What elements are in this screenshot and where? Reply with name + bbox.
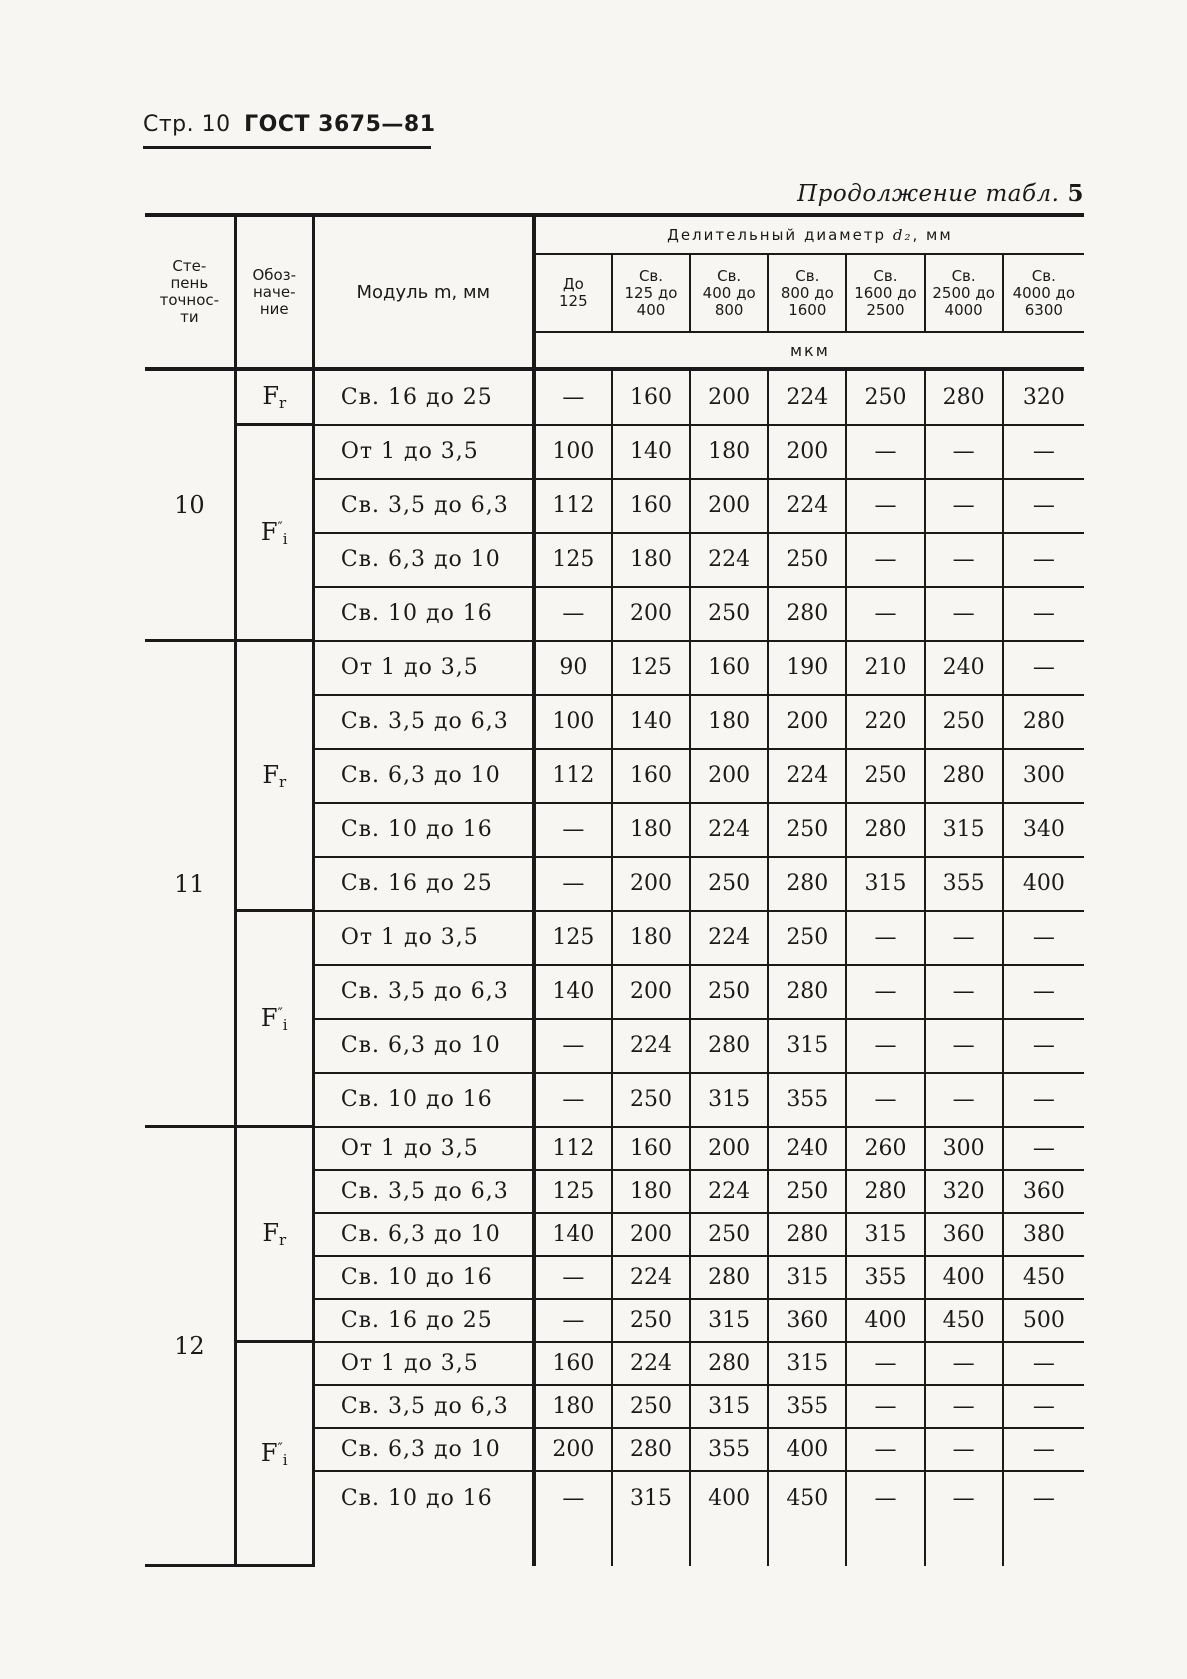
tolerance-value: —: [1003, 1385, 1084, 1428]
tolerance-value: 315: [846, 1213, 924, 1256]
tolerance-value: —: [925, 911, 1003, 965]
standard-number: ГОСТ 3675—81: [244, 112, 436, 137]
table-row: [145, 641, 1084, 695]
tolerance-value: 355: [690, 1428, 768, 1471]
tolerance-value: 160: [612, 369, 690, 425]
module-range: От 1 до 3,5: [313, 911, 533, 965]
tolerance-value: 200: [690, 749, 768, 803]
tolerance-value: 125: [534, 1170, 612, 1213]
tolerance-value: —: [846, 1019, 924, 1073]
table-header: [145, 215, 1084, 369]
module-range: От 1 до 3,5: [313, 641, 533, 695]
tolerance-value: 250: [690, 857, 768, 911]
tolerance-value: 180: [612, 533, 690, 587]
tolerance-value: 355: [768, 1385, 846, 1428]
tolerance-value: —: [846, 1385, 924, 1428]
tolerance-value: 400: [768, 1428, 846, 1471]
tolerance-value: —: [925, 1471, 1003, 1566]
tolerance-value: 280: [690, 1256, 768, 1299]
tolerance-table: [145, 213, 1084, 1567]
header-diameter-column-text: До 125: [559, 275, 588, 310]
tolerance-value: 315: [768, 1019, 846, 1073]
module-range: Св. 10 до 16: [313, 587, 533, 641]
tolerance-value: 100: [534, 425, 612, 479]
tolerance-value: 100: [534, 695, 612, 749]
symbol-base: F: [262, 382, 279, 410]
symbol-base: F: [260, 1438, 278, 1467]
tolerance-value: 210: [846, 641, 924, 695]
module-range: Св. 6,3 до 10: [313, 1019, 533, 1073]
tolerance-value: 315: [690, 1385, 768, 1428]
tolerance-value: 500: [1003, 1299, 1084, 1342]
tolerance-value: —: [846, 533, 924, 587]
page-label: Стр. 10: [143, 112, 231, 137]
tolerance-value: 224: [612, 1019, 690, 1073]
tolerance-value: 160: [612, 479, 690, 533]
tolerance-value: 280: [846, 1170, 924, 1213]
symbol-base: F: [260, 1003, 278, 1032]
table-row: [145, 1127, 1084, 1170]
module-range: Св. 6,3 до 10: [313, 749, 533, 803]
header-unit: [534, 332, 1084, 369]
tolerance-value: 140: [534, 965, 612, 1019]
header-diameter-column: [534, 254, 612, 332]
module-range: Св. 10 до 16: [313, 1073, 533, 1127]
table-row: [145, 369, 1084, 425]
tolerance-value: —: [1003, 587, 1084, 641]
tolerance-value: —: [846, 587, 924, 641]
tolerance-value: 315: [846, 857, 924, 911]
header-unit-text: мкм: [789, 340, 830, 360]
symbol-superscript: ″: [277, 519, 283, 536]
tolerance-value: 200: [768, 425, 846, 479]
tolerance-value: 180: [612, 1170, 690, 1213]
accuracy-degree: 10: [145, 369, 235, 641]
tolerance-value: 280: [768, 1213, 846, 1256]
header-diameter-column-text: Св. 125 до 400: [624, 266, 678, 319]
module-range: От 1 до 3,5: [313, 1342, 533, 1385]
header-symbol: [235, 215, 313, 369]
tolerance-value: 200: [690, 479, 768, 533]
tolerance-value: —: [1003, 965, 1084, 1019]
module-range: Св. 16 до 25: [313, 369, 533, 425]
tolerance-value: 315: [690, 1299, 768, 1342]
module-range: Св. 3,5 до 6,3: [313, 1385, 533, 1428]
tolerance-value: 200: [690, 1127, 768, 1170]
tolerance-value: —: [534, 1073, 612, 1127]
tolerance-value: 280: [690, 1342, 768, 1385]
tolerance-value: 224: [690, 533, 768, 587]
tolerance-value: 250: [846, 369, 924, 425]
tolerance-value: 250: [690, 587, 768, 641]
header-module: [313, 215, 533, 369]
tolerance-value: 380: [1003, 1213, 1084, 1256]
tolerance-value: —: [846, 965, 924, 1019]
symbol-superscript: ″: [277, 1005, 283, 1022]
tolerance-value: 160: [612, 1127, 690, 1170]
tolerance-value: —: [534, 587, 612, 641]
tolerance-value: 160: [534, 1342, 612, 1385]
tolerance-value: 250: [690, 1213, 768, 1256]
tolerance-value: 224: [768, 749, 846, 803]
header-diameter-column-text: Св. 2500 до 4000: [932, 266, 995, 319]
parameter-symbol: [235, 1127, 313, 1342]
symbol-subscript: r: [278, 772, 287, 791]
tolerance-value: 360: [1003, 1170, 1084, 1213]
table-body: [145, 369, 1084, 1566]
header-diameter-column-text: Св. 4000 до 6300: [1012, 266, 1076, 319]
header-diameter-column: [846, 254, 924, 332]
tolerance-value: 112: [534, 479, 612, 533]
tolerance-value: —: [534, 1299, 612, 1342]
accuracy-degree: 11: [145, 641, 235, 1127]
tolerance-value: —: [846, 1073, 924, 1127]
tolerance-value: 360: [925, 1213, 1003, 1256]
tolerance-value: 200: [612, 965, 690, 1019]
tolerance-value: —: [925, 587, 1003, 641]
tolerance-value: 180: [690, 695, 768, 749]
header-symbol-text: Обоз- наче- ние: [252, 265, 297, 318]
tolerance-value: 250: [768, 803, 846, 857]
tolerance-value: 250: [768, 533, 846, 587]
symbol-superscript: ″: [277, 1440, 283, 1457]
tolerance-value: 250: [612, 1073, 690, 1127]
parameter-symbol: [235, 641, 313, 911]
tolerance-value: 224: [768, 479, 846, 533]
tolerance-value: 200: [612, 857, 690, 911]
tolerance-value: —: [846, 911, 924, 965]
tolerance-value: 315: [768, 1342, 846, 1385]
module-range: Св. 3,5 до 6,3: [313, 695, 533, 749]
tolerance-value: —: [1003, 1428, 1084, 1471]
tolerance-value: 112: [534, 1127, 612, 1170]
header-diameter-suffix: , мм: [912, 226, 953, 244]
tolerance-value: —: [846, 425, 924, 479]
tolerance-value: 250: [925, 695, 1003, 749]
tolerance-value: 112: [534, 749, 612, 803]
tolerance-value: —: [846, 1428, 924, 1471]
tolerance-value: 200: [768, 695, 846, 749]
symbol-base: F: [262, 1219, 279, 1247]
tolerance-value: 250: [768, 911, 846, 965]
table-number: 5: [1067, 180, 1084, 207]
header-diameter-column-text: Св. 400 до 800: [702, 266, 756, 319]
tolerance-value: 180: [612, 911, 690, 965]
tolerance-value: —: [534, 1256, 612, 1299]
tolerance-value: —: [925, 479, 1003, 533]
header-diameter-column-text: Св. 1600 до 2500: [854, 266, 917, 319]
tolerance-value: —: [534, 1471, 612, 1566]
tolerance-value: 125: [612, 641, 690, 695]
tolerance-value: —: [1003, 1342, 1084, 1385]
tolerance-value: 280: [846, 803, 924, 857]
symbol-subscript: r: [278, 1231, 287, 1249]
tolerance-value: 450: [1003, 1256, 1084, 1299]
tolerance-value: —: [925, 1385, 1003, 1428]
tolerance-value: —: [925, 425, 1003, 479]
tolerance-value: —: [1003, 1073, 1084, 1127]
tolerance-value: 180: [534, 1385, 612, 1428]
module-range: Св. 10 до 16: [313, 1256, 533, 1299]
continuation-label: Продолжение табл.: [797, 181, 1060, 207]
tolerance-value: 250: [846, 749, 924, 803]
tolerance-value: —: [925, 533, 1003, 587]
tolerance-value: —: [925, 1342, 1003, 1385]
header-diameter-prefix: Делительный диаметр: [667, 226, 893, 244]
tolerance-value: —: [925, 1019, 1003, 1073]
header-diameter-column: [690, 254, 768, 332]
module-range: От 1 до 3,5: [313, 1127, 533, 1170]
module-range: Св. 10 до 16: [313, 803, 533, 857]
tolerance-value: 224: [690, 911, 768, 965]
tolerance-value: 180: [612, 803, 690, 857]
tolerance-value: 224: [612, 1342, 690, 1385]
tolerance-value: 250: [612, 1299, 690, 1342]
tolerance-value: 280: [690, 1019, 768, 1073]
header-diameter-var: d₂: [892, 226, 913, 244]
module-range: Св. 3,5 до 6,3: [313, 1170, 533, 1213]
header-degree: [145, 215, 235, 369]
tolerance-value: 250: [768, 1170, 846, 1213]
page-header: [143, 112, 436, 137]
tolerance-value: 190: [768, 641, 846, 695]
parameter-symbol: [235, 425, 313, 641]
tolerance-value: 200: [690, 369, 768, 425]
tolerance-value: 280: [768, 857, 846, 911]
module-range: Св. 16 до 25: [313, 857, 533, 911]
tolerance-value: —: [925, 1073, 1003, 1127]
tolerance-value: 125: [534, 911, 612, 965]
parameter-symbol: [235, 369, 313, 425]
symbol-base: F: [262, 760, 279, 789]
module-range: Св. 6,3 до 10: [313, 1428, 533, 1471]
header-diameter-column: [612, 254, 690, 332]
tolerance-value: 400: [690, 1471, 768, 1566]
tolerance-value: 400: [925, 1256, 1003, 1299]
tolerance-value: 360: [768, 1299, 846, 1342]
tolerance-value: —: [1003, 425, 1084, 479]
tolerance-value: 280: [612, 1428, 690, 1471]
tolerance-value: —: [534, 857, 612, 911]
header-degree-text: Сте- пень точнос- ти: [159, 257, 220, 326]
tolerance-value: 320: [925, 1170, 1003, 1213]
tolerance-value: 260: [846, 1127, 924, 1170]
tolerance-value: —: [1003, 533, 1084, 587]
tolerance-value: 315: [768, 1256, 846, 1299]
module-range: Св. 3,5 до 6,3: [313, 965, 533, 1019]
tolerance-value: 315: [925, 803, 1003, 857]
tolerance-value: 250: [612, 1385, 690, 1428]
tolerance-value: 450: [768, 1471, 846, 1566]
tolerance-value: 280: [768, 965, 846, 1019]
tolerance-value: 240: [925, 641, 1003, 695]
tolerance-value: 200: [612, 1213, 690, 1256]
tolerance-value: 125: [534, 533, 612, 587]
table-row: [145, 425, 1084, 479]
tolerance-value: —: [1003, 1019, 1084, 1073]
tolerance-value: 224: [768, 369, 846, 425]
tolerance-value: 200: [534, 1428, 612, 1471]
module-range: Св. 6,3 до 10: [313, 1213, 533, 1256]
tolerance-value: 355: [768, 1073, 846, 1127]
tolerance-value: 90: [534, 641, 612, 695]
tolerance-value: 355: [925, 857, 1003, 911]
tolerance-value: 224: [690, 803, 768, 857]
tolerance-value: —: [1032, 1485, 1055, 1511]
tolerance-value: 320: [1003, 369, 1084, 425]
tolerance-value: —: [846, 1471, 924, 1566]
tolerance-value: 220: [846, 695, 924, 749]
tolerance-value: 300: [925, 1127, 1003, 1170]
tolerance-value: 355: [846, 1256, 924, 1299]
tolerance-value: 280: [925, 749, 1003, 803]
parameter-symbol: [235, 911, 313, 1127]
module-range: Св. 10 до 16: [313, 1471, 533, 1566]
symbol-subscript: i: [282, 1015, 288, 1034]
tolerance-value: 315: [690, 1073, 768, 1127]
tolerance-value: 200: [612, 587, 690, 641]
tolerance-value: —: [1003, 1127, 1084, 1170]
tolerance-value: 224: [612, 1256, 690, 1299]
tolerance-value: 224: [690, 1170, 768, 1213]
header-diameter-group: [534, 215, 1084, 254]
header-diameter-column: [1003, 254, 1084, 332]
tolerance-value: 450: [925, 1299, 1003, 1342]
tolerance-value: 140: [612, 695, 690, 749]
header-diameter-column: [925, 254, 1003, 332]
tolerance-value: 280: [1003, 695, 1084, 749]
tolerance-value: 400: [1003, 857, 1084, 911]
header-diameter-column: [768, 254, 846, 332]
module-range: Св. 6,3 до 10: [313, 533, 533, 587]
tolerance-value: 315: [612, 1471, 690, 1566]
header-module-text: Модуль m, мм: [356, 281, 491, 303]
tolerance-value: 300: [1003, 749, 1084, 803]
tolerance-value: 250: [690, 965, 768, 1019]
tolerance-value: —: [534, 1019, 612, 1073]
module-range: Св. 3,5 до 6,3: [313, 479, 533, 533]
tolerance-value: —: [534, 803, 612, 857]
module-range: Св. 16 до 25: [313, 1299, 533, 1342]
tolerance-value: 180: [690, 425, 768, 479]
symbol-subscript: i: [282, 1450, 288, 1469]
module-range: От 1 до 3,5: [313, 425, 533, 479]
header-diameter-column-text: Св. 800 до 1600: [780, 266, 834, 319]
tolerance-value: 160: [690, 641, 768, 695]
tolerance-value: 340: [1003, 803, 1084, 857]
tolerance-value: —: [1003, 479, 1084, 533]
accuracy-degree: 12: [145, 1127, 235, 1566]
tolerance-value: —: [1003, 641, 1084, 695]
tolerance-value: —: [846, 479, 924, 533]
table-row: [145, 1342, 1084, 1385]
table-continuation-caption: [797, 180, 1084, 207]
tolerance-value: 140: [612, 425, 690, 479]
tolerance-value: 240: [768, 1127, 846, 1170]
tolerance-value: —: [925, 965, 1003, 1019]
tolerance-value: 280: [768, 587, 846, 641]
symbol-base: F: [260, 517, 278, 546]
tolerance-value: —: [534, 369, 612, 425]
tolerance-value: 160: [612, 749, 690, 803]
symbol-subscript: i: [282, 529, 288, 548]
parameter-symbol: [235, 1342, 313, 1566]
tolerance-value: —: [1003, 911, 1084, 965]
tolerance-value: —: [925, 1428, 1003, 1471]
tolerance-value: 280: [925, 369, 1003, 425]
tolerance-value: —: [846, 1342, 924, 1385]
tolerance-value: 400: [846, 1299, 924, 1342]
table-row: [145, 911, 1084, 965]
header-rule: [143, 146, 431, 149]
tolerance-value: 140: [534, 1213, 612, 1256]
symbol-subscript: r: [278, 394, 287, 412]
